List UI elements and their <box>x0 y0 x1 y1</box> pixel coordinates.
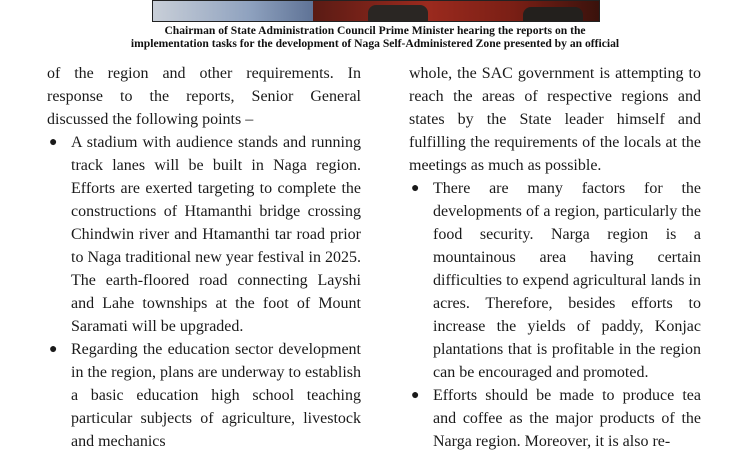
photo-figure <box>523 7 583 21</box>
photo-wall-area <box>153 1 313 22</box>
bullet-icon: ● <box>49 342 58 357</box>
list-item-text: Efforts should be made to produce tea and coffee as the major products of the Narga region. Moreover, it is also re- <box>433 387 701 450</box>
right-column <box>409 62 701 453</box>
right-bullet-list <box>409 177 701 453</box>
photo-caption <box>0 24 750 50</box>
list-item-text: Regarding the education sector development in the region, plans are underway to establish a basic education high school teaching particular subjects of agriculture, livestock and mechanics <box>71 341 361 450</box>
photo-figure <box>368 5 428 21</box>
list-item <box>47 131 361 338</box>
list-item <box>47 338 361 453</box>
bullet-icon: ● <box>411 388 420 403</box>
bullet-icon: ● <box>49 135 58 150</box>
list-item-text: There are many factors for the developments of a region, particularly the food security. Narga region is a mountainous area having certain difficulties to expend agricultural lands in acres. Therefore, besides efforts to increase the yields of paddy, Konjac plantations that is profitable in the region can be encouraged and promoted. <box>433 180 701 381</box>
caption-line-2: implementation tasks for the development of Naga Self-Administered Zone presented by an official <box>130 37 620 50</box>
left-bullet-list <box>47 131 361 453</box>
list-item <box>409 177 701 384</box>
list-item <box>409 384 701 453</box>
bullet-icon: ● <box>411 181 420 196</box>
left-column <box>47 62 361 453</box>
list-item-text: A stadium with audience stands and running track lanes will be built in Naga region. Efforts are exerted targeting to complete the constructions of Htamanthi bridge crossing Chindwin river and Htamanthi tar road prior to Naga traditional new year festival in 2025. The earth-floored road connecting Layshi and Lahe townships at the foot of Mount Saramati will be upgraded. <box>71 134 361 335</box>
right-intro-paragraph: whole, the SAC government is attempting to reach the areas of respective regions and states by the State leader himself and fulfilling the requirements of the locals at the meetings as much as possible. <box>409 65 701 174</box>
left-intro-paragraph: of the region and other requirements. In response to the reports, Senior General discussed the following points – <box>47 65 361 128</box>
caption-line-1: Chairman of State Administration Council Prime Minister hearing the reports on the <box>164 24 586 37</box>
news-photo <box>152 0 600 22</box>
